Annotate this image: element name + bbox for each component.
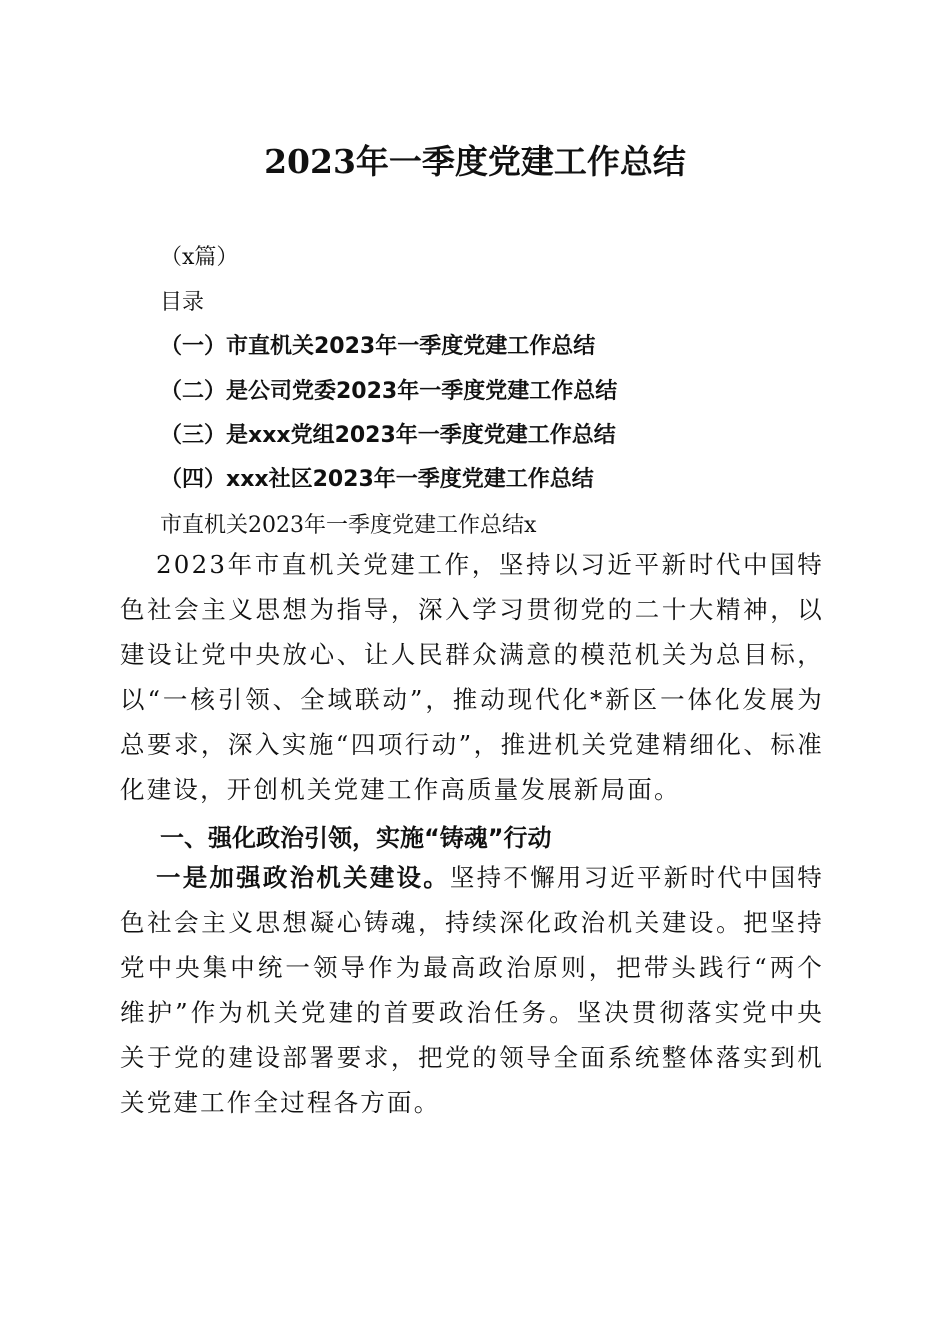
paragraph-1 bbox=[120, 855, 824, 1125]
section-title: 市直机关2023年一季度党建工作总结x bbox=[160, 513, 537, 538]
toc-label: 目录 bbox=[160, 290, 205, 315]
count-note: （x篇） bbox=[160, 245, 239, 270]
document-title: 2023年一季度党建工作总结 bbox=[264, 142, 686, 181]
toc-item: （四）xxx社区2023年一季度党建工作总结 bbox=[160, 467, 594, 492]
paragraph-1-body: 坚持不懈用习近平新时代中国特色社会主义思想凝心铸魂，持续深化政治机关建设。把坚持党中央集中统一领导作为最高政治原则，把带头践行“两个维护”作为机关党建的首要政治任务。坚决贯彻落实党中央关于党的建设部署要求，把党的领导全面系统整体落实到机关党建工作全过程各方面。 bbox=[120, 863, 824, 1117]
toc-item: （二）是公司党委2023年一季度党建工作总结 bbox=[160, 379, 618, 404]
intro-paragraph: 2023年市直机关党建工作，坚持以习近平新时代中国特色社会主义思想为指导，深入学习贯彻党的二十大精神，以建设让党中央放心、让人民群众满意的模范机关为总目标，以“一核引领、全域联动”，推动现代化*新区一体化发展为总要求，深入实施“四项行动”，推进机关党建精细化、标准化建设，开创机关党建工作高质量发展新局面。 bbox=[120, 550, 824, 804]
paragraph-1-lead: 一是加强政治机关建设。 bbox=[156, 863, 450, 892]
heading-1: 一、强化政治引领，实施“铸魂”行动 bbox=[160, 824, 552, 852]
toc-item: （三）是xxx党组2023年一季度党建工作总结 bbox=[160, 423, 616, 448]
toc-item: （一）市直机关2023年一季度党建工作总结 bbox=[160, 334, 596, 359]
